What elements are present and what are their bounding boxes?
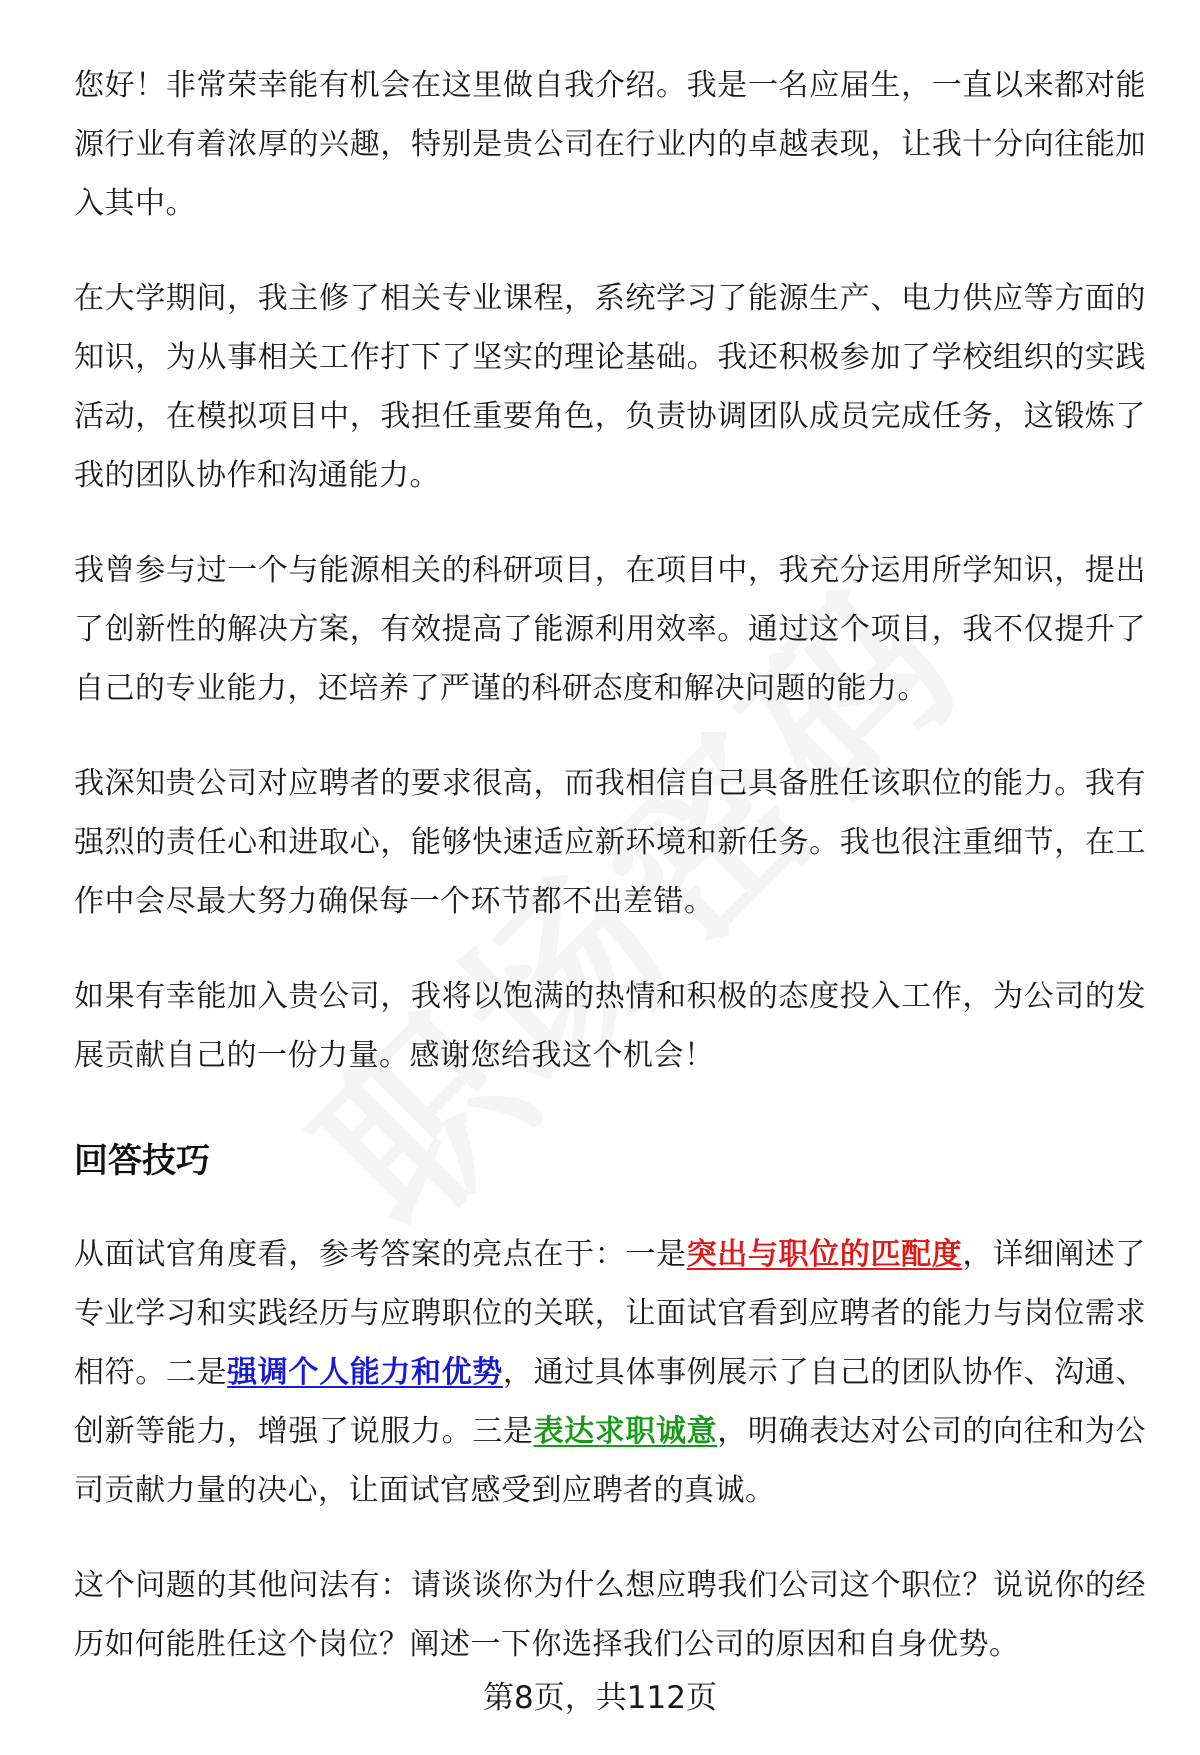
tips-text-3: ，通过具体事例展示了自己的团队协作、沟通、创新等能力，增强了说服力。三是 (74, 1355, 1147, 1449)
answer-paragraph-5: 如果有幸能加入贵公司，我将以饱满的热情和积极的态度投入工作，为公司的发展贡献自己的一份力量。感谢您给我这个机会！ (74, 979, 1146, 1073)
highlight-personal-strengths: 强调个人能力和优势 (227, 1355, 503, 1390)
answer-paragraph-3: 我曾参与过一个与能源相关的科研项目，在项目中，我充分运用所学知识，提出了创新性的解决方案，有效提高了能源利用效率。通过这个项目，我不仅提升了自己的专业能力，还培养了严谨的科研态度和解决问题的能力。 (74, 553, 1146, 706)
answer-paragraph-1: 您好！非常荣幸能有机会在这里做自我介绍。我是一名应届生，一直以来都对能源行业有着浓厚的兴趣，特别是贵公司在行业内的卓越表现，让我十分向往能加入其中。 (74, 68, 1146, 221)
highlight-sincerity: 表达求职诚意 (533, 1414, 718, 1449)
tips-paragraph (74, 1225, 1146, 1520)
tips-text-2: ，详细阐述了专业学习和实践经历与应聘职位的关联，让面试官看到应聘者的能力与岗位需求相符。二是 (74, 1237, 1147, 1390)
highlight-position-match: 突出与职位的匹配度 (686, 1237, 963, 1272)
page-content (74, 56, 1146, 1710)
other-questions-paragraph: 这个问题的其他问法有：请谈谈你为什么想应聘我们公司这个职位？说说你的经历如何能胜任这个岗位？阐述一下你选择我们公司的原因和自身优势。 (74, 1568, 1146, 1662)
answer-paragraph-4: 我深知贵公司对应聘者的要求很高，而我相信自己具备胜任该职位的能力。我有强烈的责任心和进取心，能够快速适应新环境和新任务。我也很注重细节，在工作中会尽最大努力确保每一个环节都不出差错。 (74, 766, 1146, 919)
page-number: 第8页，共112页 (483, 1680, 717, 1716)
tips-heading: 回答技巧 (74, 1141, 210, 1181)
answer-paragraph-2: 在大学期间，我主修了相关专业课程，系统学习了能源生产、电力供应等方面的知识，为从事相关工作打下了坚实的理论基础。我还积极参加了学校组织的实践活动，在模拟项目中，我担任重要角色，负责协调团队成员完成任务，这锻炼了我的团队协作和沟通能力。 (74, 281, 1146, 493)
tips-text-4: ，明确表达对公司的向往和为公司贡献力量的决心，让面试官感受到应聘者的真诚。 (74, 1414, 1147, 1508)
tips-text-1: 从面试官角度看，参考答案的亮点在于：一是 (74, 1237, 687, 1272)
